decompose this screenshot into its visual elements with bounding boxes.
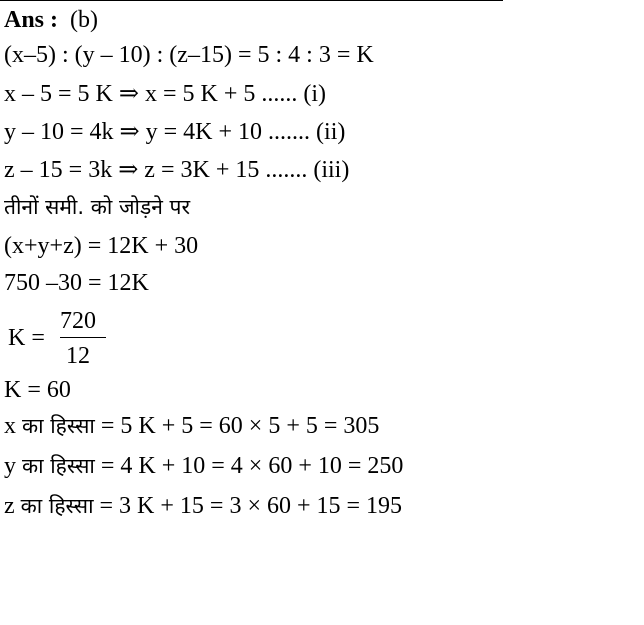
answer-line (4, 5, 98, 35)
fraction-denominator: 12 (66, 343, 90, 369)
z-share-word: का हिस्सा (20, 494, 94, 518)
y-share-word: का हिस्सा (22, 454, 95, 478)
y-share-variable: y (4, 453, 16, 479)
equation-2: y – 10 = 4k ⇒ y = 4K + 10 ....... (ii) (4, 119, 346, 145)
k-value: K = 60 (4, 377, 71, 403)
z-share-expression: = 3 K + 15 = 3 × 60 + 15 = 195 (99, 493, 403, 519)
z-share-variable: z (4, 493, 15, 519)
fraction-lhs: K = (8, 325, 45, 351)
answer-label: Ans : (4, 7, 59, 33)
equation-1: x – 5 = 5 K ⇒ x = 5 K + 5 ...... (i) (4, 81, 327, 107)
x-share-expression: = 5 K + 5 = 60 × 5 + 5 = 305 (100, 413, 380, 439)
equation-3: z – 15 = 3k ⇒ z = 3K + 15 ....... (iii) (4, 157, 350, 183)
add-equations-note: तीनों समी. को जोड़ने पर (4, 195, 191, 219)
y-share-expression: = 4 K + 10 = 4 × 60 + 10 = 250 (100, 453, 404, 479)
fraction-bar (60, 337, 106, 338)
ratio-line: (x–5) : (y – 10) : (z–15) = 5 : 4 : 3 = K (4, 42, 374, 68)
x-share-word: का हिस्सा (22, 414, 95, 438)
z-share-line (4, 491, 402, 521)
fraction-numerator: 720 (60, 308, 96, 334)
x-share-variable: x (4, 413, 16, 439)
k-fraction (8, 306, 118, 376)
top-divider (0, 0, 503, 1)
y-share-line (4, 451, 403, 481)
answer-option: (b) (70, 7, 98, 33)
sum-equation: (x+y+z) = 12K + 30 (4, 233, 199, 259)
subtract-equation: 750 –30 = 12K (4, 270, 149, 296)
x-share-line (4, 411, 379, 441)
